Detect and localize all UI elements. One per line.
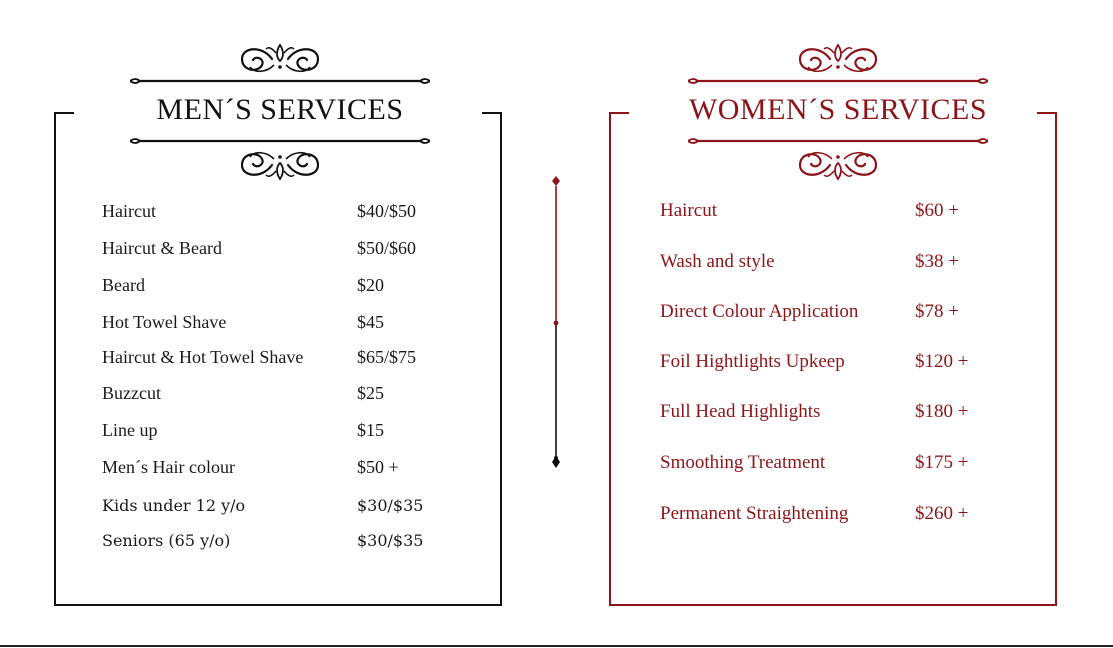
service-price: $40/$50 <box>357 201 417 221</box>
service-name: Line up <box>102 420 158 440</box>
service-price: $65/$75 <box>357 347 417 367</box>
bottom-divider <box>0 645 1113 647</box>
service-name: Buzzcut <box>102 383 161 403</box>
service-name: Direct Colour Application <box>660 301 859 322</box>
service-price: $50 + <box>357 457 399 477</box>
service-price: $25 <box>357 383 384 403</box>
bottom-flourish-icon <box>238 140 322 182</box>
service-name: Smoothing Treatment <box>660 452 826 473</box>
service-price: $30/$35 <box>357 496 424 515</box>
womens-services-title: WOMEN´S SERVICES <box>688 93 988 126</box>
panel-border-top-left <box>609 112 629 114</box>
service-name: Wash and style <box>660 251 775 272</box>
service-price: $30/$35 <box>357 531 424 550</box>
service-price: $175 + <box>915 452 969 473</box>
service-price: $38 + <box>915 251 959 272</box>
service-name: Permanent Straightening <box>660 503 849 524</box>
panel-border-left <box>609 112 611 606</box>
service-price: $180 + <box>915 401 969 422</box>
service-price: $120 + <box>915 351 969 372</box>
service-name: Haircut <box>660 200 717 221</box>
service-name: Seniors (65 y/o) <box>102 531 231 550</box>
panel-border-top-left <box>54 112 74 114</box>
center-divider-icon <box>546 174 566 472</box>
service-name: Hot Towel Shave <box>102 312 227 332</box>
panel-border-left <box>54 112 56 606</box>
service-price: $20 <box>357 275 384 295</box>
service-name: Haircut <box>102 201 156 221</box>
top-rule-icon <box>130 74 430 88</box>
service-name: Men´s Hair colour <box>102 457 235 477</box>
panel-border-top-right <box>1037 112 1057 114</box>
service-price: $15 <box>357 420 384 440</box>
mens-services-title: MEN´S SERVICES <box>156 93 404 126</box>
service-name: Foil Hightlights Upkeep <box>660 351 845 372</box>
service-price: $78 + <box>915 301 959 322</box>
panel-border-right <box>1055 112 1057 606</box>
top-rule-icon <box>688 74 988 88</box>
service-price: $45 <box>357 312 384 332</box>
service-price: $60 + <box>915 200 959 221</box>
panel-border-top-right <box>482 112 502 114</box>
bottom-flourish-icon <box>796 140 880 182</box>
service-name: Beard <box>102 275 145 295</box>
service-name: Kids under 12 y/o <box>102 496 246 515</box>
service-name: Haircut & Beard <box>102 238 222 258</box>
panel-border-bottom <box>54 604 502 606</box>
panel-border-bottom <box>609 604 1057 606</box>
service-price: $50/$60 <box>357 238 417 258</box>
panel-border-right <box>500 112 502 606</box>
service-price: $260 + <box>915 503 969 524</box>
service-name: Full Head Highlights <box>660 401 821 422</box>
service-name: Haircut & Hot Towel Shave <box>102 347 304 367</box>
